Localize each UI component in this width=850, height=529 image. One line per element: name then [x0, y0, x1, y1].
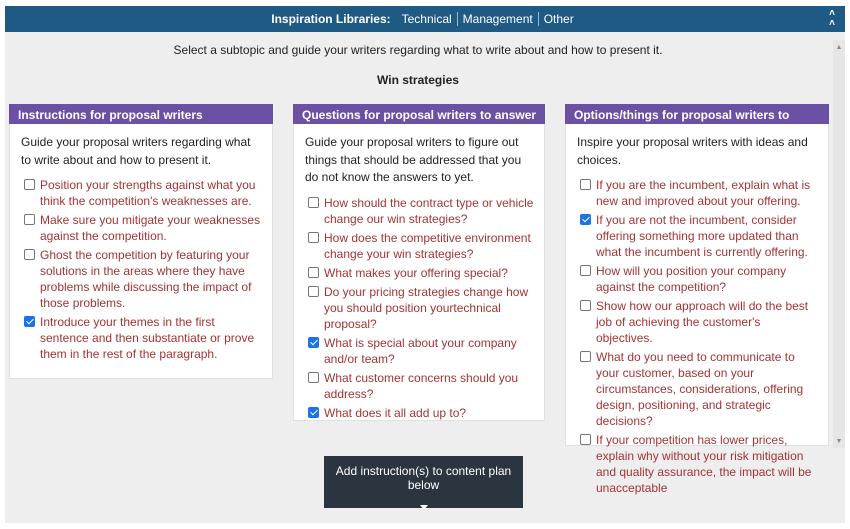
panel-title: Questions for proposal writers to answer [293, 104, 545, 124]
checkbox-checked[interactable] [580, 214, 591, 225]
checkbox-item[interactable] [308, 265, 536, 281]
checkbox-checked[interactable] [308, 407, 319, 418]
checkbox-unchecked[interactable] [24, 214, 35, 225]
caret-down-icon [420, 505, 428, 510]
checkbox-unchecked[interactable] [24, 179, 35, 190]
panel-title: Instructions for proposal writers [9, 104, 273, 124]
checkbox-item[interactable] [580, 349, 820, 429]
checkbox-item[interactable] [580, 177, 820, 209]
checkbox-item[interactable] [580, 263, 820, 295]
intro-text: Select a subtopic and guide your writers regarding what to write about and how to present it. [173, 43, 663, 57]
add-instructions-button[interactable] [324, 456, 523, 508]
checkbox-unchecked[interactable] [580, 434, 591, 445]
checkbox-item[interactable] [308, 405, 536, 421]
checkbox-unchecked[interactable] [580, 300, 591, 311]
checkbox-label[interactable]: What do you need to communicate to your customer, based on your circumstances, considerations, offering design, positioning, and strategic decisions? [596, 350, 804, 428]
checkbox-label[interactable]: How should the contract type or vehicle change our win strategies? [324, 195, 534, 226]
library-link-technical[interactable]: Technical [401, 12, 452, 26]
checkbox-item[interactable] [24, 177, 264, 209]
checkbox-list [566, 169, 828, 496]
checkbox-label[interactable]: Make sure you mitigate your weaknesses against the competition. [40, 213, 261, 243]
checkbox-item[interactable] [24, 314, 264, 362]
double-chevron-up-icon[interactable]: ˄ ˄ [829, 8, 835, 29]
checkbox-label[interactable]: Ghost the competition by featuring your solutions in the areas where they have problems while discussing the impact of those problems. [40, 248, 252, 310]
panel-description: Guide your proposal writers regarding what to write about and how to present it. [21, 135, 251, 167]
inspiration-libraries-bar [5, 6, 845, 32]
checkbox-label[interactable]: How does the competitive environment change your win strategies? [324, 230, 531, 261]
checkbox-unchecked[interactable] [24, 249, 35, 260]
checkbox-unchecked[interactable] [580, 179, 591, 190]
checkbox-unchecked[interactable] [308, 232, 319, 243]
checkbox-item[interactable] [308, 195, 536, 227]
checkbox-label[interactable]: Position your strengths against what you think the competition's weaknesses are. [40, 178, 256, 208]
checkbox-unchecked[interactable] [308, 267, 319, 278]
checkbox-item[interactable] [580, 432, 820, 496]
checkbox-item[interactable] [580, 212, 820, 260]
checkbox-label[interactable]: If you are not the incumbent, consider offering something more updated than what the incumbent is currently offering. [596, 213, 808, 259]
checkbox-label[interactable]: Show how our approach will do the best job of achieving the customer's objectives. [596, 299, 809, 345]
checkbox-list [294, 187, 544, 421]
content-area [5, 32, 845, 523]
subtopic-title: Win strategies [377, 73, 459, 87]
checkbox-item[interactable] [308, 230, 536, 262]
scroll-up-icon[interactable]: ▲ [835, 44, 843, 51]
checkbox-unchecked[interactable] [308, 286, 319, 297]
checkbox-label[interactable]: How will you position your company against the competition? [596, 264, 787, 294]
checkbox-item[interactable] [24, 247, 264, 311]
checkbox-item[interactable] [24, 212, 264, 244]
checkbox-item[interactable] [580, 298, 820, 346]
checkbox-unchecked[interactable] [580, 351, 591, 362]
checkbox-unchecked[interactable] [580, 265, 591, 276]
questions-panel [293, 104, 545, 421]
vertical-scrollbar[interactable] [833, 40, 845, 448]
checkbox-item[interactable] [308, 370, 536, 402]
checkbox-checked[interactable] [24, 316, 35, 327]
library-link-other[interactable]: Other [543, 12, 574, 26]
checkbox-item[interactable] [308, 284, 536, 332]
checkbox-label[interactable]: Introduce your themes in the first sentence and then substantiate or prove them in the rest of the paragraph. [40, 315, 255, 361]
checkbox-label[interactable]: If you are the incumbent, explain what is new and improved about your offering. [596, 178, 811, 208]
scroll-down-icon[interactable]: ▼ [835, 438, 843, 445]
checkbox-label[interactable]: Do your pricing strategies change how you should position yourtechnical proposal? [324, 284, 529, 331]
panel-description: Inspire your proposal writers with ideas and choices. [577, 135, 808, 167]
checkbox-label[interactable]: What is special about your company and/or team? [324, 335, 517, 366]
checkbox-item[interactable] [308, 335, 536, 367]
checkbox-label[interactable]: What does it all add up to? [324, 405, 467, 420]
checkbox-label[interactable]: What customer concerns should you address? [324, 370, 519, 401]
library-link-management[interactable]: Management [462, 12, 533, 26]
checkbox-label[interactable]: What makes your offering special? [324, 265, 508, 280]
checkbox-checked[interactable] [308, 337, 319, 348]
panel-description: Guide your proposal writers to figure out things that should be addressed that you do not know the answers to yet. [305, 135, 522, 184]
panel-title: Options/things for proposal writers to consider [565, 104, 829, 124]
options-panel [565, 104, 829, 495]
add-button-label: Add instruction(s) to content plan below [335, 464, 512, 492]
instructions-panel [9, 104, 273, 379]
checkbox-list [10, 169, 272, 362]
libraries-label: Inspiration Libraries: [271, 12, 391, 26]
checkbox-label[interactable]: If your competition has lower prices, explain why without your risk mitigation and quality assurance, the impact will be unacceptable [596, 433, 812, 495]
checkbox-unchecked[interactable] [308, 197, 319, 208]
checkbox-unchecked[interactable] [308, 372, 319, 383]
